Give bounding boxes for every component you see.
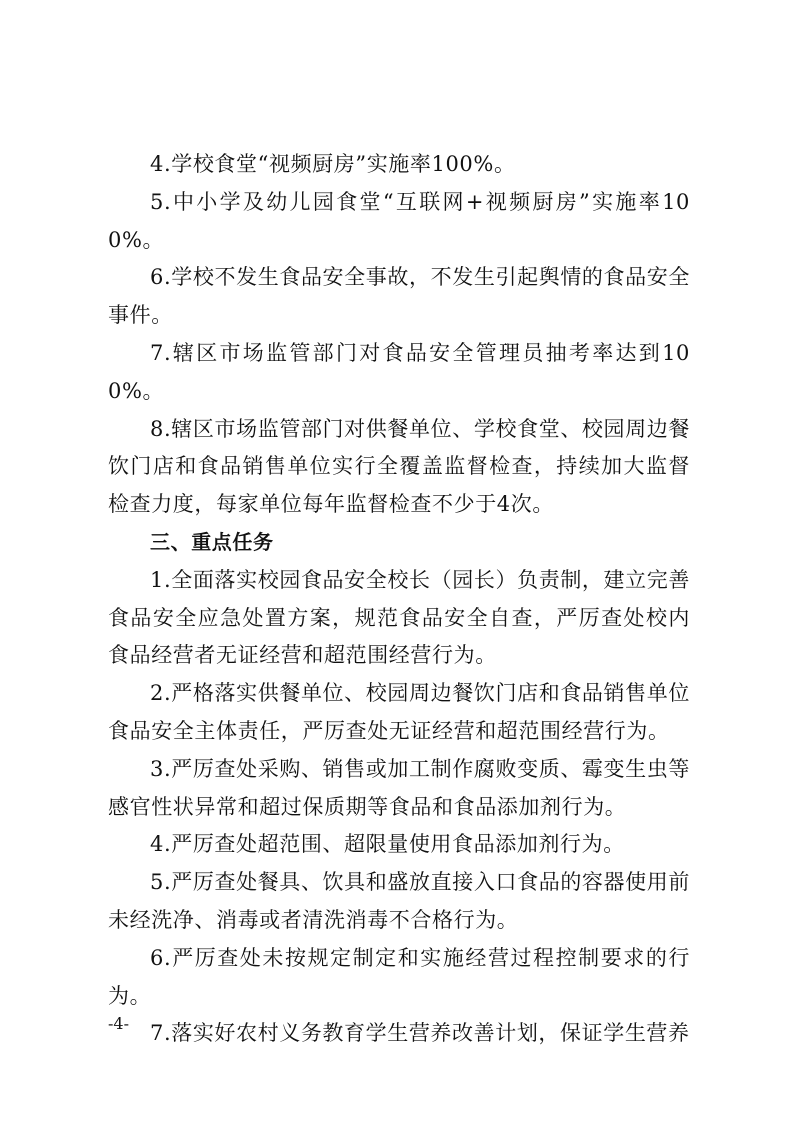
paragraph-target-6: 6.学校不发生食品安全事故，不发生引起舆情的食品安全事件。 [108, 265, 690, 328]
paragraph-task-5: 5.严厉查处餐具、饮具和盛放直接入口食品的容器使用前未经洗净、消毒或者清洗消毒不合格行为。 [108, 870, 690, 932]
paragraph-task-7: 7.落实好农村义务教育学生营养改善计划，保证学生营养 [150, 1021, 690, 1046]
paragraph-task-3: 3.严厉查处采购、销售或加工制作腐败变质、霉变生虫等感官性状异常和超过保质期等食品和食品添加剂行为。 [108, 756, 690, 819]
paragraph-task-2: 2.严格落实供餐单位、校园周边餐饮门店和食品销售单位食品安全主体责任，严厉查处无证经营和超范围经营行为。 [108, 681, 690, 743]
paragraph-task-1: 1.全面落实校园食品安全校长（园长）负责制，建立完善食品安全应急处置方案，规范食品安全自查，严厉查处校内食品经营者无证经营和超范围经营行为。 [108, 567, 690, 668]
paragraph-target-8: 8.辖区市场监管部门对供餐单位、学校食堂、校园周边餐饮门店和食品销售单位实行全覆盖监督检查，持续加大监督检查力度，每家单位每年监督检查不少于4次。 [108, 416, 690, 517]
section-heading: 三、重点任务 [150, 529, 274, 554]
page-number: -4- [108, 1014, 129, 1033]
paragraph-target-4: 4.学校食堂“视频厨房”实施率100%。 [150, 152, 516, 176]
paragraph-task-6: 6.严厉查处未按规定制定和实施经营过程控制要求的行为。 [108, 945, 690, 1008]
paragraph-task-4: 4.严厉查处超范围、超限量使用食品添加剂行为。 [150, 832, 625, 857]
document-body [108, 146, 690, 1053]
paragraph-target-5: 5.中小学及幼儿园食堂“互联网+视频厨房”实施率100%。 [108, 189, 690, 252]
paragraph-target-7: 7.辖区市场监管部门对食品安全管理员抽考率达到100%。 [108, 340, 690, 403]
